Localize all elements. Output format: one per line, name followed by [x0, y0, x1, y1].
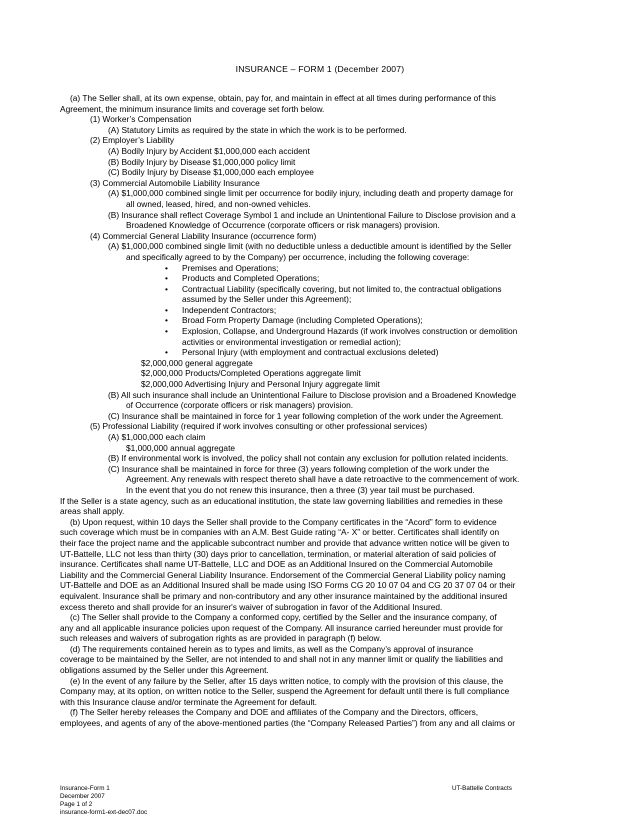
- footer-filename: insurance-form1-ext-dec07.doc: [60, 809, 148, 816]
- bullet-icon: •: [165, 283, 168, 294]
- text-line: Broadened Knowledge of Occurrence (corporate officers or risk managers) provision.: [126, 220, 440, 231]
- bullet-item: [60, 273, 582, 284]
- text-line: (A) Bodily Injury by Accident $1,000,000 each accident: [108, 145, 310, 156]
- text-line: assumed by the Seller under this Agreement);: [182, 294, 352, 305]
- text-line: $2,000,000 Products/Completed Operations aggregate limit: [141, 368, 361, 379]
- text-line: (4) Commercial General Liability Insurance (occurrence form): [90, 230, 317, 241]
- text-line: areas shall apply.: [60, 506, 125, 517]
- bullet-text: Contractual Liability (specifically covering, but not limited to, the contractual obligations: [182, 283, 502, 294]
- bullet-item: [60, 347, 582, 358]
- text-line: Company may, at its option, on written notice to the Seller, suspend the Agreement for default until there is full compliance: [60, 686, 510, 697]
- bullet-item: [60, 263, 582, 274]
- text-line: Agreement, the minimum insurance limits and coverage set forth below.: [60, 103, 325, 114]
- text-line: (d) The requirements contained herein as to types and limits, as well as the Company’s approval of insurance: [70, 643, 474, 654]
- text-line: (3) Commercial Automobile Liability Insurance: [90, 177, 260, 188]
- text-line: employees, and agents of any of the above-mentioned parties (the “Company Released Parties”) from any and all claims or: [60, 718, 515, 729]
- footer-page-number: Page 1 of 2: [60, 801, 93, 808]
- page-title: INSURANCE – FORM 1 (December 2007): [235, 64, 405, 74]
- bullet-icon: •: [165, 262, 168, 273]
- bullet-item: [60, 305, 582, 316]
- text-line: (B) Insurance shall reflect Coverage Symbol 1 and include an Unintentional Failure to Disclose provision and a: [108, 209, 516, 220]
- text-line: excess thereto and shall provide for an insurer's waiver of subrogation in favor of the Additional Insured.: [60, 601, 443, 612]
- bullet-text: Personal Injury (with employment and contractual exclusions deleted): [182, 347, 439, 358]
- text-line: (f) The Seller hereby releases the Company and DOE and affiliates of the Company and the Directors, officers,: [70, 707, 479, 718]
- text-line: obligations assumed by the Seller under this Agreement.: [60, 665, 269, 676]
- text-line: all owned, leased, hired, and non-owned vehicles.: [126, 198, 311, 209]
- text-line: (e) In the event of any failure by the Seller, after 15 days written notice, to comply with the provision of this clause, the: [70, 675, 504, 686]
- text-line: In the event that you do not renew this insurance, then a three (3) year tail must be purchased.: [126, 484, 475, 495]
- bullet-icon: •: [165, 326, 168, 337]
- text-line: (C) Insurance shall be maintained in force for 1 year following completion of the work under the Agreement.: [108, 410, 504, 421]
- text-line: (A) $1,000,000 each claim: [108, 432, 206, 442]
- bullet-text: Products and Completed Operations;: [182, 273, 320, 284]
- text-line: Agreement. Any renewals with respect thereto shall have a date retroactive to the commencement of work.: [126, 474, 520, 485]
- text-line: (C) Insurance shall be maintained in force for three (3) years following completion of the work under the: [108, 463, 490, 474]
- text-line: their face the project name and the applicable subcontract number and provide that advance written notice will be given to: [60, 537, 510, 548]
- text-line: (A) $1,000,000 combined single limit per occurrence for bodily injury, including death and property damage for: [108, 188, 514, 199]
- bullet-text: Explosion, Collapse, and Underground Hazards (if work involves construction or demolition: [182, 326, 518, 337]
- text-line: $2,000,000 Advertising Injury and Personal Injury aggregate limit: [141, 379, 380, 390]
- text-line: of Occurrence (corporate officers or risk managers) provision.: [126, 400, 354, 411]
- bullet-item: [60, 284, 582, 295]
- footer-left: [60, 785, 147, 817]
- text-line: (A) $1,000,000 combined single limit (with no deductible unless a deductible amount is identified by the Seller: [108, 241, 512, 252]
- text-line: (B) If environmental work is involved, the policy shall not contain any exclusion for pollution related incidents.: [108, 453, 509, 464]
- bullet-icon: •: [165, 304, 168, 315]
- text-line: (1) Worker’s Compensation: [90, 114, 192, 125]
- text-line: equivalent. Insurance shall be primary and non-contributory and any other insurance maintained by the additional insured: [60, 590, 508, 601]
- footer-form-name: Insurance-Form 1: [60, 785, 110, 792]
- bullet-item: [60, 326, 582, 337]
- text-line: (2) Employer’s Liability: [90, 135, 175, 146]
- text-line: such coverage which must be in companies with an A.M. Best Guide rating “A- X” or better. Certificates shall identify on: [60, 527, 500, 538]
- text-line: activities or environmental investigation or remedial action);: [182, 336, 401, 347]
- text-line: $2,000,000 general aggregate: [141, 357, 253, 368]
- text-line: such releases and waivers of subrogation rights as are provided in paragraph (f) below.: [60, 633, 382, 644]
- text-line: (b) Upon request, within 10 days the Seller shall provide to the Company certificates in the “Acord” form to evidence: [70, 516, 497, 527]
- bullet-item: [60, 315, 582, 326]
- text-line: (a) The Seller shall, at its own expense, obtain, pay for, and maintain in effect at all times during performance of this: [70, 93, 496, 103]
- text-line: (B) Bodily Injury by Disease $1,000,000 policy limit: [108, 156, 296, 167]
- bullet-icon: •: [165, 347, 168, 358]
- footer-date: December 2007: [60, 793, 105, 800]
- text-line: (c) The Seller shall provide to the Company a conformed copy, certified by the Seller and the insurance company, of: [70, 612, 497, 623]
- text-line: $1,000,000 annual aggregate: [126, 442, 236, 453]
- text-line: insurance. Certificates shall name UT-Battelle, LLC and DOE as an Additional Insured on the Commercial Automobile: [60, 559, 493, 570]
- bullet-text: Independent Contractors;: [182, 304, 277, 315]
- text-line: Liability and the Commercial General Liability Insurance. Endorsement of the Commercial General Liability policy naming: [60, 569, 506, 580]
- text-line: (5) Professional Liability (required if work involves consulting or other professional services): [90, 421, 428, 432]
- paragraph-a: [60, 93, 582, 104]
- text-line: If the Seller is a state agency, such as an educational institution, the state law governing liabilities and remedies in these: [60, 495, 503, 506]
- footer-right: UT-Battelle Contracts: [452, 785, 512, 792]
- text-line: (B) All such insurance shall include an Unintentional Failure to Disclose provision and a Broadened Knowledge: [108, 389, 517, 400]
- text-line: and specifically agreed to by the Company) per occurrence, including the following coverage:: [126, 251, 470, 262]
- text-line: UT-Battelle, LLC not less than thirty (30) days prior to cancellation, termination, or material alteration of said policies of: [60, 548, 496, 559]
- text-line: UT-Battelle and DOE as an Additional Insured shall be made using ISO Forms CG 20 10 07 04 and CG 20 37 07 04 or their: [60, 580, 516, 591]
- bullet-icon: •: [165, 273, 168, 284]
- bullet-text: Premises and Operations;: [182, 262, 279, 273]
- document-body: [60, 93, 582, 729]
- text-line: coverage to be maintained by the Seller, are not intended to and shall not in any manner limit or qualify the liabilities and: [60, 654, 503, 665]
- bullet-icon: •: [165, 315, 168, 326]
- bullet-text: Broad Form Property Damage (including Completed Operations);: [182, 315, 423, 326]
- text-line: (C) Bodily Injury by Disease $1,000,000 each employee: [108, 167, 314, 178]
- text-line: (A) Statutory Limits as required by the state in which the work is to be performed.: [108, 124, 407, 135]
- text-line: any and all applicable insurance policies upon request of the Company. All insurance carried hereunder must provide for: [60, 622, 503, 633]
- text-line: with this Insurance clause and/or terminate the Agreement for default.: [60, 696, 317, 707]
